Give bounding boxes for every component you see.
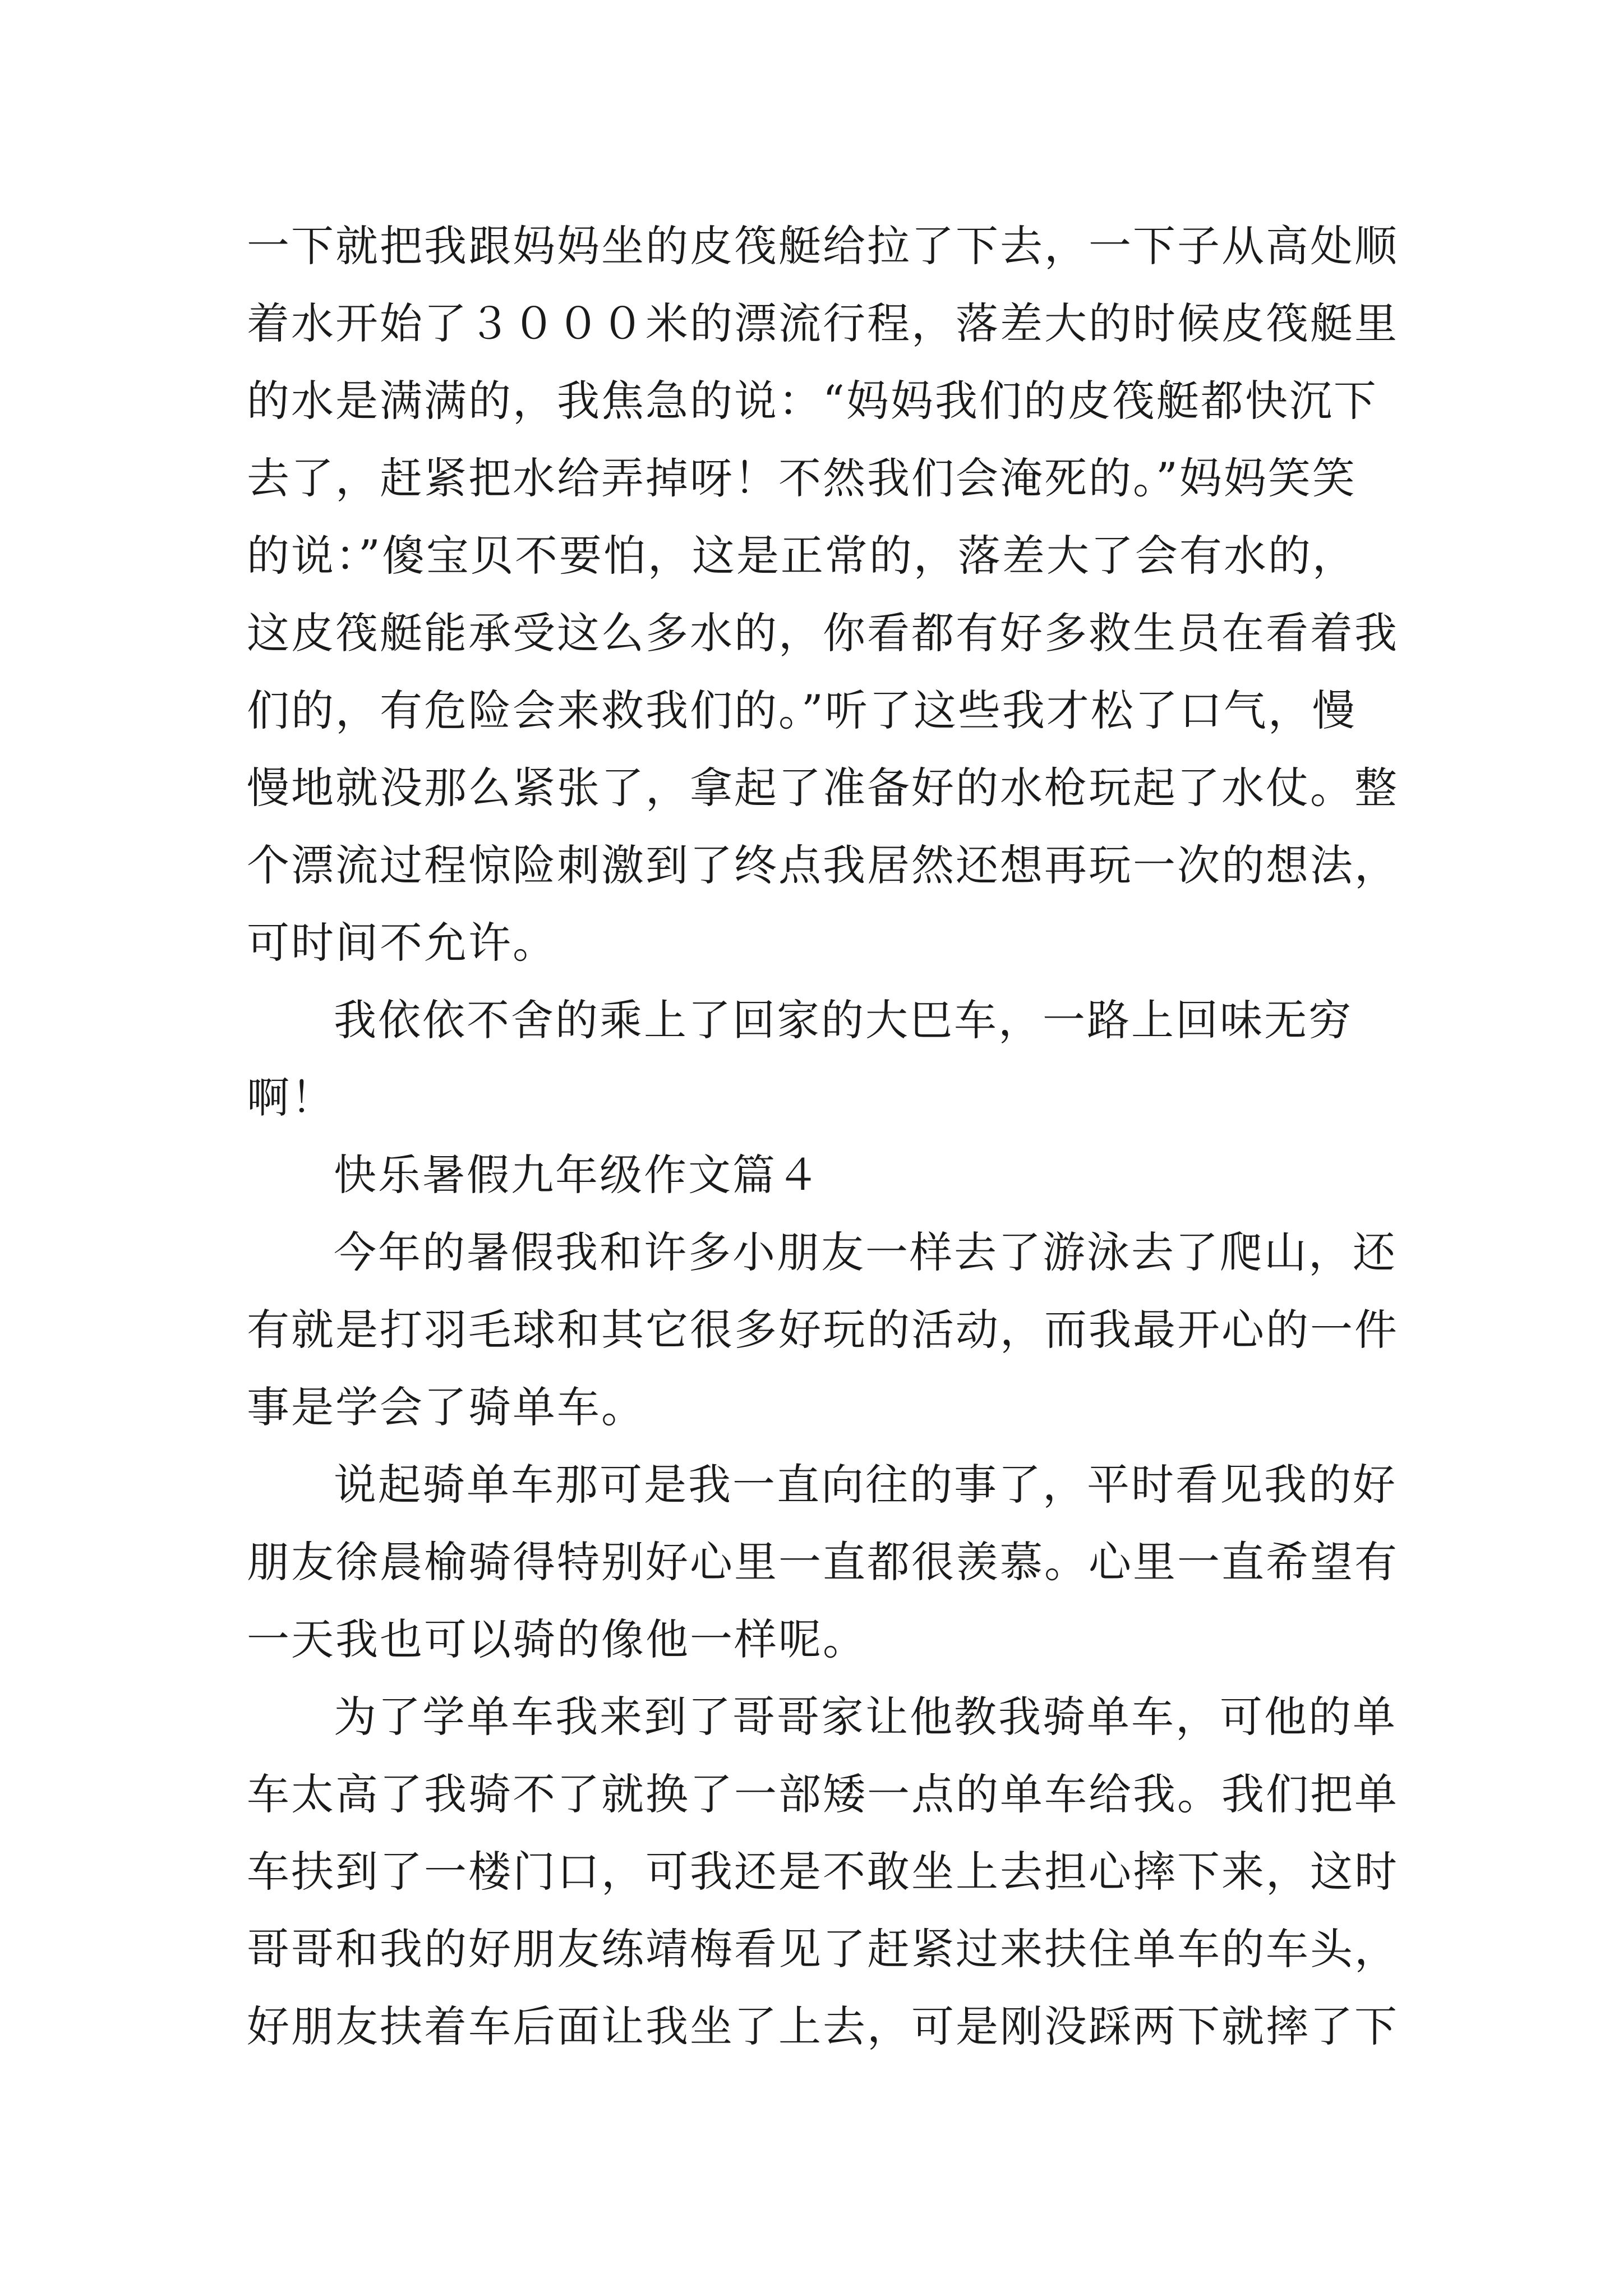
text-line: 朋友徐晨榆骑得特别好心里一直都很羡慕。心里一直希望有 [247, 1537, 1399, 1587]
text-line: 们的，有危险会来救我们的。”听了这些我才松了口气，慢 [247, 685, 1357, 735]
text-line: 慢地就没那么紧张了，拿起了准备好的水枪玩起了水仗。整 [247, 763, 1399, 813]
text-line: 说起骑单车那可是我一直向往的事了，平时看见我的好 [334, 1460, 1397, 1510]
text-line: 好朋友扶着车后面让我坐了上去，可是刚没踩两下就摔了下 [247, 2001, 1399, 2051]
text-line: 啊！ [247, 1073, 335, 1122]
text-line: 车扶到了一楼门口，可我还是不敢坐上去担心摔下来，这时 [247, 1847, 1399, 1897]
text-line: 一天我也可以骑的像他一样呢。 [247, 1614, 867, 1664]
document-body [247, 208, 1399, 2065]
text-line: 个漂流过程惊险刺激到了终点我居然还想再玩一次的想法， [247, 840, 1399, 890]
text-line: 为了学单车我来到了哥哥家让他教我骑单车，可他的单 [334, 1692, 1397, 1742]
text-line: 去了，赶紧把水给弄掉呀！不然我们会淹死的。”妈妈笑笑 [247, 453, 1357, 503]
text-line: 的说：”傻宝贝不要怕，这是正常的，落差大了会有水的， [247, 531, 1357, 581]
text-line: 有就是打羽毛球和其它很多好玩的活动，而我最开心的一件 [247, 1305, 1399, 1355]
text-line: 着水开始了３０００米的漂流行程，落差大的时候皮筏艇里 [247, 298, 1399, 348]
text-line: 事是学会了骑单车。 [247, 1382, 645, 1432]
text-line: 一下就把我跟妈妈坐的皮筏艇给拉了下去，一下子从高处顺 [247, 221, 1399, 271]
text-line: 我依依不舍的乘上了回家的大巴车，一路上回味无穷 [334, 995, 1353, 1045]
section-heading: 快乐暑假九年级作文篇４ [334, 1150, 821, 1200]
text-line: 车太高了我骑不了就换了一部矮一点的单车给我。我们把单 [247, 1769, 1399, 1819]
text-line: 这皮筏艇能承受这么多水的，你看都有好多救生员在看着我 [247, 608, 1399, 658]
text-line: 哥哥和我的好朋友练靖梅看见了赶紧过来扶住单车的车头， [247, 1924, 1399, 1974]
text-line: 今年的暑假我和许多小朋友一样去了游泳去了爬山，还 [334, 1227, 1397, 1277]
text-line: 的水是满满的，我焦急的说：“妈妈我们的皮筏艇都快沉下 [247, 376, 1378, 426]
text-line: 可时间不允许。 [247, 918, 557, 968]
